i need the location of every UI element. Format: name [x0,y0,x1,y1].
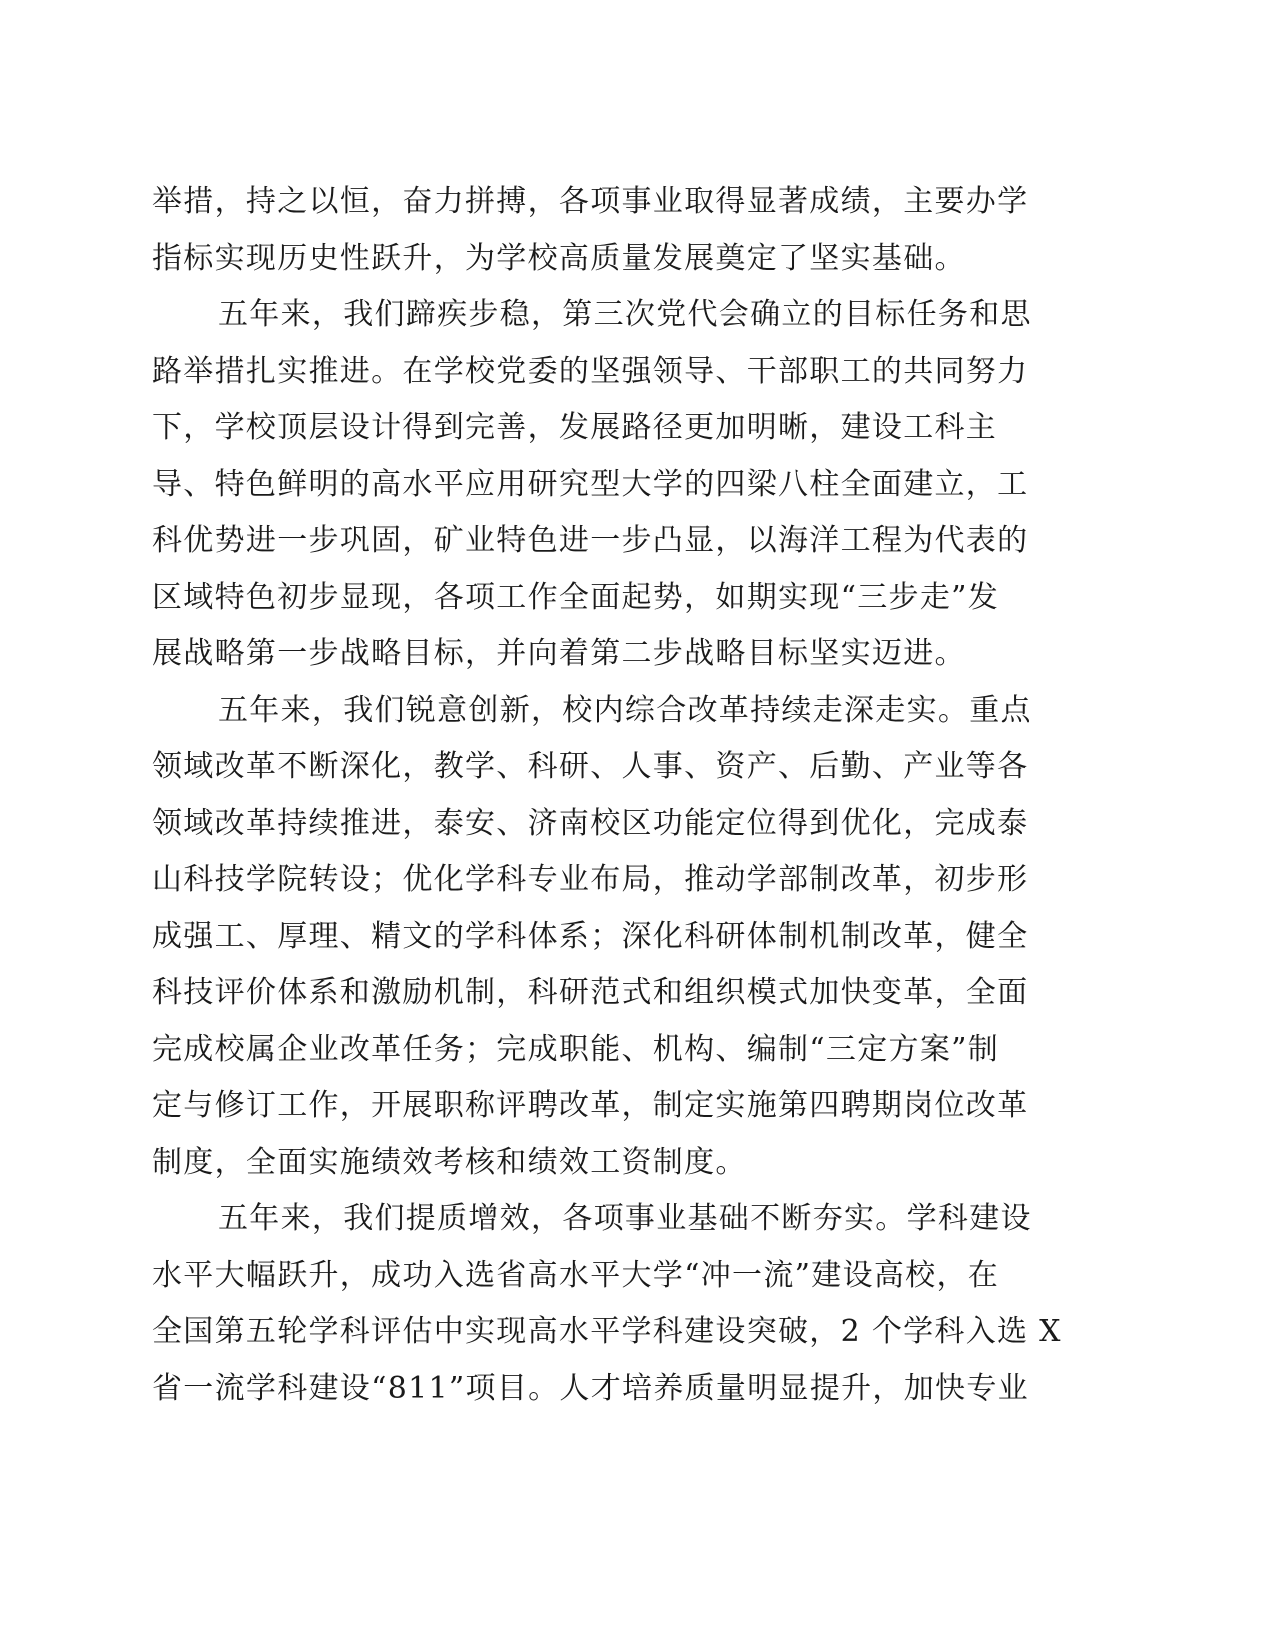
text-line: 省一流学科建设“811”项目。人才培养质量明显提升，加快专业 [152,1370,1029,1406]
text-line: 定与修订工作，开展职称评聘改革，制定实施第四聘期岗位改革 [152,1088,1029,1123]
text-line: 指标实现历史性跃升，为学校高质量发展奠定了坚实基础。 [152,240,966,276]
text-line: 山科技学院转设；优化学科专业布局，推动学部制改革，初步形 [152,862,1029,897]
paragraph-start-line: 五年来，我们提质增效，各项事业基础不断夯实。学科建设 [218,1201,1032,1236]
text-line: 领域改革不断深化，教学、科研、人事、资产、后勤、产业等各 [152,749,1029,784]
text-line: 全国第五轮学科评估中实现高水平学科建设突破，2 个学科入选 X [152,1314,1062,1349]
paragraph-start-line: 五年来，我们锐意创新，校内综合改革持续走深走实。重点 [218,692,1032,728]
text-line: 科优势进一步巩固，矿业特色进一步凸显，以海洋工程为代表的 [152,523,1029,558]
text-line: 展战略第一步战略目标，并向着第二步战略目标坚实迈进。 [152,636,966,671]
paragraph-start-line: 五年来，我们蹄疾步稳，第三次党代会确立的目标任务和思 [218,297,1032,332]
text-line: 导、特色鲜明的高水平应用研究型大学的四梁八柱全面建立，工 [152,466,1029,502]
text-line: 科技评价体系和激励机制，科研范式和组织模式加快变革，全面 [152,975,1029,1010]
text-line: 完成校属企业改革任务；完成职能、机构、编制“三定方案”制 [152,1031,1000,1067]
text-line: 水平大幅跃升，成功入选省高水平大学“冲一流”建设高校，在 [152,1257,1000,1293]
body-text [152,174,1092,1417]
text-line: 区域特色初步显现，各项工作全面起势，如期实现“三步走”发 [152,579,1000,615]
text-line: 举措，持之以恒，奋力拼搏，各项事业取得显著成绩，主要办学 [152,184,1029,219]
text-line: 制度，全面实施绩效考核和绩效工资制度。 [152,1144,747,1180]
text-line: 领域改革持续推进，泰安、济南校区功能定位得到优化，完成泰 [152,805,1029,841]
text-line: 下，学校顶层设计得到完善，发展路径更加明晰，建设工科主 [152,410,998,445]
text-line: 成强工、厚理、精文的学科体系；深化科研体制机制改革，健全 [152,918,1029,954]
text-line: 路举措扎实推进。在学校党委的坚强领导、干部职工的共同努力 [152,353,1029,389]
